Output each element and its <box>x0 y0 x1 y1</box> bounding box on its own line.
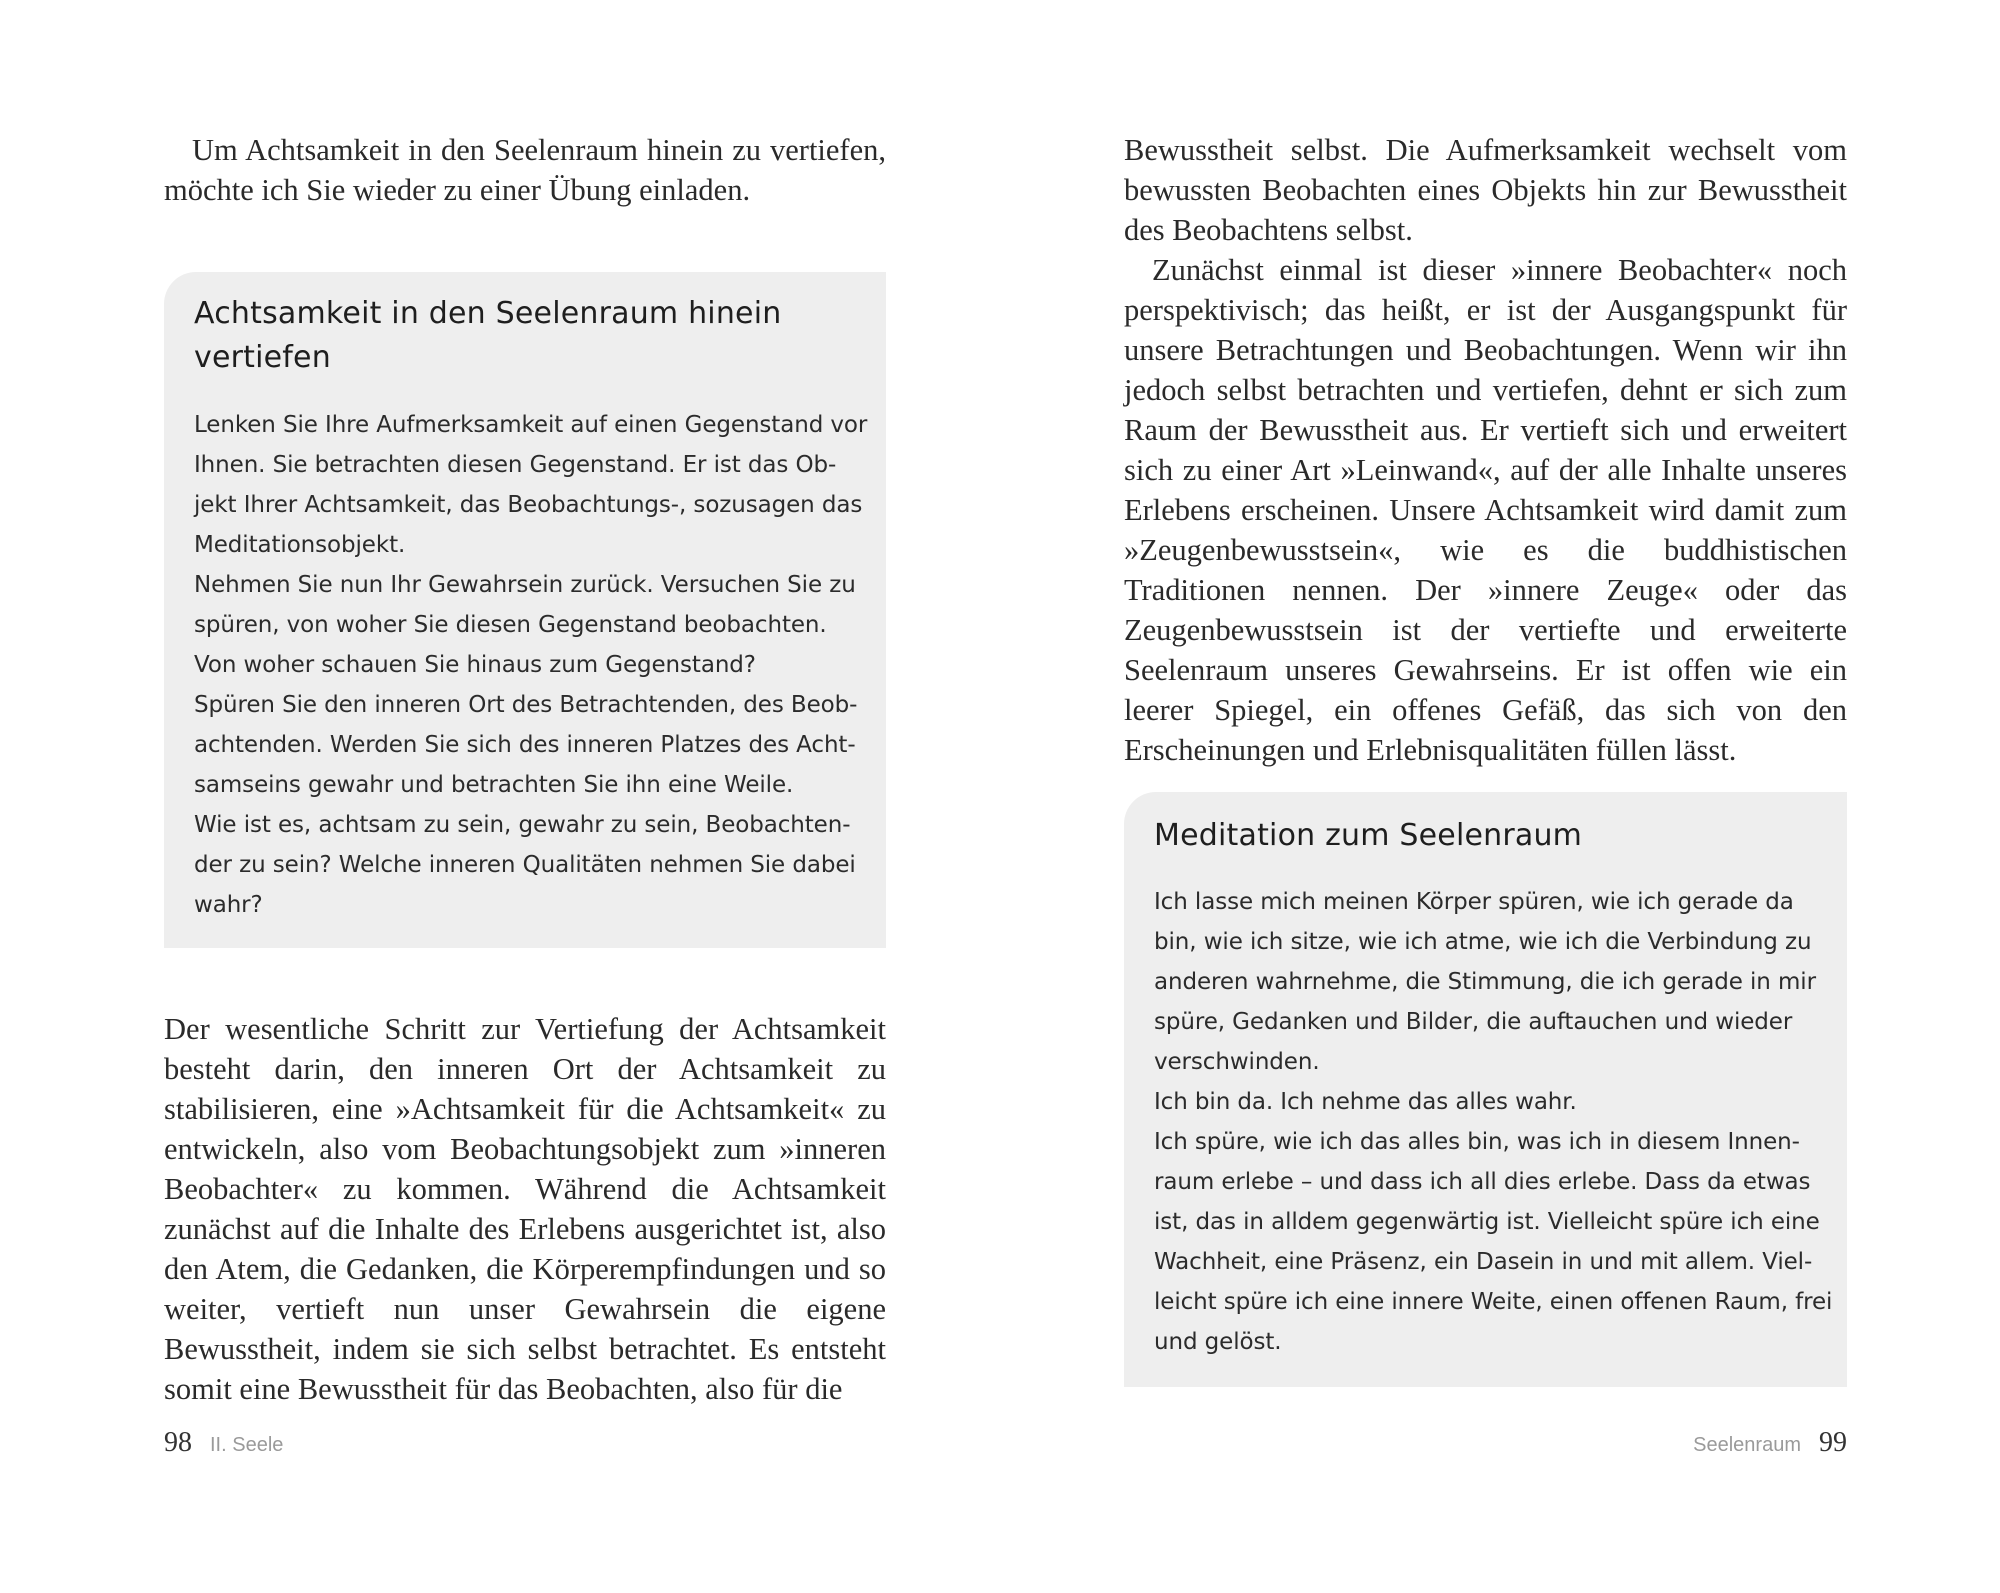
exercise-box-title-line: Achtsamkeit in den Seelenraum hinein <box>194 296 782 331</box>
meditation-box-title: Meditation zum Seelenraum <box>1154 818 1583 853</box>
exercise-box-title-line: vertiefen <box>194 340 331 375</box>
meditation-box-body <box>1154 882 1833 1362</box>
exercise-line: Wie ist es, achtsam zu sein, gewahr zu sein, Beobachten- <box>194 812 851 838</box>
running-head: II. Seele <box>210 1434 284 1456</box>
right-footer <box>1693 1423 1847 1463</box>
intro-paragraph-block <box>164 130 886 210</box>
meditation-line: verschwinden. <box>1154 1049 1320 1075</box>
meditation-line: bin, wie ich sitze, wie ich atme, wie ich die Verbindung zu <box>1154 929 1812 955</box>
meditation-line: Ich spüre, wie ich das alles bin, was ich in diesem Innen- <box>1154 1129 1800 1155</box>
observer-paragraph: Zunächst einmal ist dieser »innere Beobachter« noch perspektivisch; das heißt, er ist der Ausgangspunkt für unsere Betrachtungen und Beobachtungen. Wenn wir ihn jedoch selbst betrachten und vertiefen, dehnt er sich zum Raum der Bewusstheit aus. Er vertieft sich und erweitert sich zu einer Art »Leinwand«, auf der alle Inhalte unseres Erlebens erscheinen. Unsere Achtsamkeit wird damit zum »Zeugenbewusstsein«, wie es die buddhistischen Traditionen nennen. Der »innere Zeuge« oder das Zeugenbewusstsein ist der vertiefte und erweiterte Seelenraum unseres Gewahrseins. Er ist offen wie ein leerer Spiegel, ein offenes Gefäß, das sich von den Erscheinungen und Erlebnisqualitäten füllen lässt. <box>1124 253 1847 767</box>
exercise-line: Lenken Sie Ihre Aufmerksamkeit auf einen Gegenstand vor <box>194 412 868 438</box>
running-head: Seelenraum <box>1693 1434 1801 1456</box>
exercise-line: Spüren Sie den inneren Ort des Betrachtenden, des Beob- <box>194 692 858 718</box>
page-number: 99 <box>1819 1427 1847 1458</box>
meditation-line: spüre, Gedanken und Bilder, die auftauchen und wieder <box>1154 1009 1793 1035</box>
exercise-line: Ihnen. Sie betrachten diesen Gegenstand. Er ist das Ob- <box>194 452 837 478</box>
exercise-box <box>164 272 886 948</box>
exercise-line: wahr? <box>194 892 263 918</box>
meditation-line: Wachheit, eine Präsenz, ein Dasein in und mit allem. Viel- <box>1154 1249 1813 1275</box>
meditation-line: raum erlebe – und dass ich all dies erlebe. Dass da etwas <box>1154 1169 1811 1195</box>
page-number: 98 <box>164 1427 192 1458</box>
exercise-box-title <box>194 292 858 380</box>
exercise-line: der zu sein? Welche inneren Qualitäten nehmen Sie dabei <box>194 852 856 878</box>
right-page <box>1000 0 2000 1593</box>
meditation-line: und gelöst. <box>1154 1329 1282 1355</box>
exercise-line: achtenden. Werden Sie sich des inneren Platzes des Acht- <box>194 732 856 758</box>
continuation-paragraph: Bewusstheit selbst. Die Aufmerksamkeit wechselt vom bewussten Beobachten eines Objekts hin zur Bewusstheit des Beobachtens selbst. <box>1124 133 1847 247</box>
left-footer <box>164 1423 283 1463</box>
exercise-line: samseins gewahr und betrachten Sie ihn eine Weile. <box>194 772 794 798</box>
body-paragraph: Der wesentliche Schritt zur Vertiefung der Achtsamkeit besteht darin, den inneren Ort der Achtsamkeit zu stabilisieren, eine »Achtsamkeit für die Achtsamkeit« zu entwickeln, also vom Beobachtungsobjekt zum »inneren Beobachter« zu kommen. Während die Achtsamkeit zunächst auf die Inhalte des Erlebens ausgerichtet ist, also den Atem, die Gedanken, die Körperempfindungen und so weiter, vertieft nun unser Gewahrsein die eigene Bewusstheit, indem sie sich selbst betrachtet. Es entsteht somit eine Bewusstheit für das Beobachten, also für die <box>164 1012 886 1406</box>
meditation-line: Ich bin da. Ich nehme das alles wahr. <box>1154 1089 1577 1115</box>
continuation-block <box>1124 130 1847 770</box>
meditation-line: Ich lasse mich meinen Körper spüren, wie ich gerade da <box>1154 889 1794 915</box>
meditation-box <box>1124 792 1847 1387</box>
exercise-line: jekt Ihrer Achtsamkeit, das Beobachtungs-, sozusagen das <box>194 492 863 518</box>
exercise-box-body <box>194 405 868 925</box>
exercise-line: spüren, von woher Sie diesen Gegenstand beobachten. <box>194 612 827 638</box>
body-paragraph-block <box>164 1009 886 1409</box>
intro-paragraph: Um Achtsamkeit in den Seelenraum hinein zu vertiefen, möchte ich Sie wieder zu einer Übung einladen. <box>164 133 886 207</box>
exercise-line: Von woher schauen Sie hinaus zum Gegenstand? <box>194 652 756 678</box>
exercise-line: Nehmen Sie nun Ihr Gewahrsein zurück. Versuchen Sie zu <box>194 572 856 598</box>
meditation-line: anderen wahrnehme, die Stimmung, die ich gerade in mir <box>1154 969 1816 995</box>
meditation-line: leicht spüre ich eine innere Weite, einen offenen Raum, frei <box>1154 1289 1833 1315</box>
exercise-line: Meditationsobjekt. <box>194 532 406 558</box>
meditation-line: ist, das in alldem gegenwärtig ist. Vielleicht spüre ich eine <box>1154 1209 1820 1235</box>
